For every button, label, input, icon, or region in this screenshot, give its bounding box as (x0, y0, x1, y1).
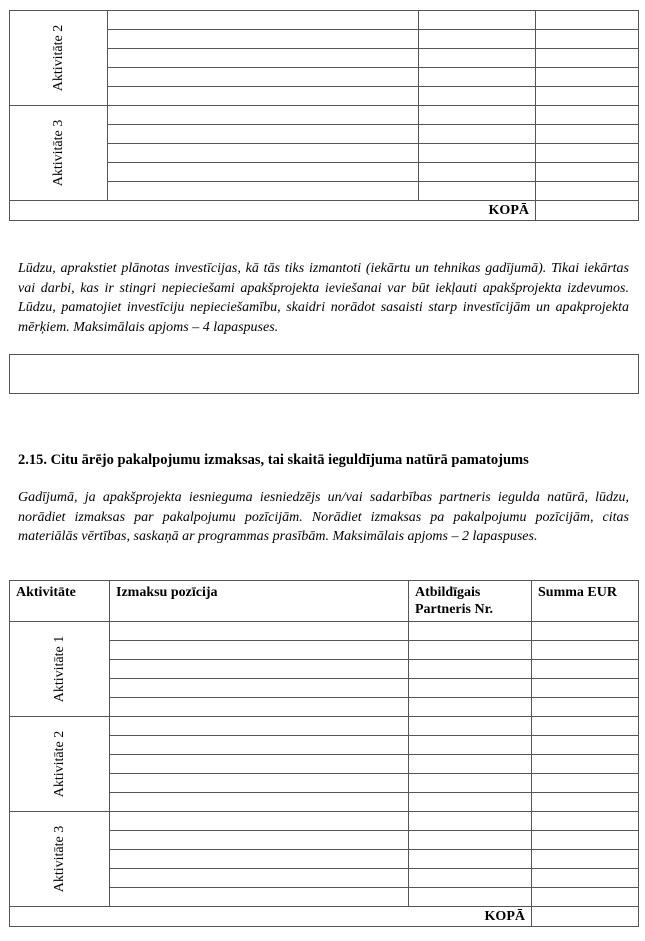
bottom-total-label: KOPĀ (10, 907, 532, 927)
section-heading: 2.15. Citu ārējo pakalpojumu izmaksas, tai skaitā ieguldījuma natūrā pamatojums (18, 452, 529, 468)
header-activity: Aktivitāte (10, 581, 110, 622)
activity-2-label-cell: Aktivitāte 2 (10, 717, 110, 812)
section-instructions: Gadījumā, ja apakšprojekta iesnieguma iesniedzējs un/vai sadarbības partneris iegulda natūrā, lūdzu, norādiet izmaksas par pakalpojumu pozīcijām. Norādiet izmaksas pa pakalpojumu pozīcijām, citas materiālās vērtības, saskaņā ar programmas prasībām. Maksimālais apjoms – 2 lapaspuses. (18, 490, 629, 544)
activity-3-label-cell: Aktivitāte 3 (10, 106, 108, 201)
header-partner: Atbildīgais Partneris Nr. (409, 581, 532, 622)
top-total-label: KOPĀ (10, 201, 536, 221)
investments-text-box[interactable] (9, 354, 639, 394)
investments-instructions: Lūdzu, aprakstiet plānotas investīcijas, kā tās tiks izmantoti (iekārtu un tehnikas gadījumā). Tikai iekārtas vai darbi, kas ir stingri nepieciešami apakšprojekta ieviešanai var būt iekļauti apakšprojekta izdevumos. Lūdzu, pamatojiet investīciju nepieciešamību, skaidri norādot sasaisti starp investīcijām un apakprojekta mērķiem. Maksimālais apjoms – 4 lapaspuses. (18, 261, 629, 335)
header-cost-item: Izmaksu pozīcija (110, 581, 409, 622)
header-sum: Summa EUR (532, 581, 639, 622)
activity-3-label-cell: Aktivitāte 3 (10, 812, 110, 907)
external-services-table (9, 580, 639, 927)
top-total-value[interactable] (536, 201, 639, 221)
activity-2-label-cell: Aktivitāte 2 (10, 11, 108, 106)
bottom-total-value[interactable] (532, 907, 639, 927)
activity-1-label-cell: Aktivitāte 1 (10, 622, 110, 717)
top-cost-table (9, 10, 639, 221)
